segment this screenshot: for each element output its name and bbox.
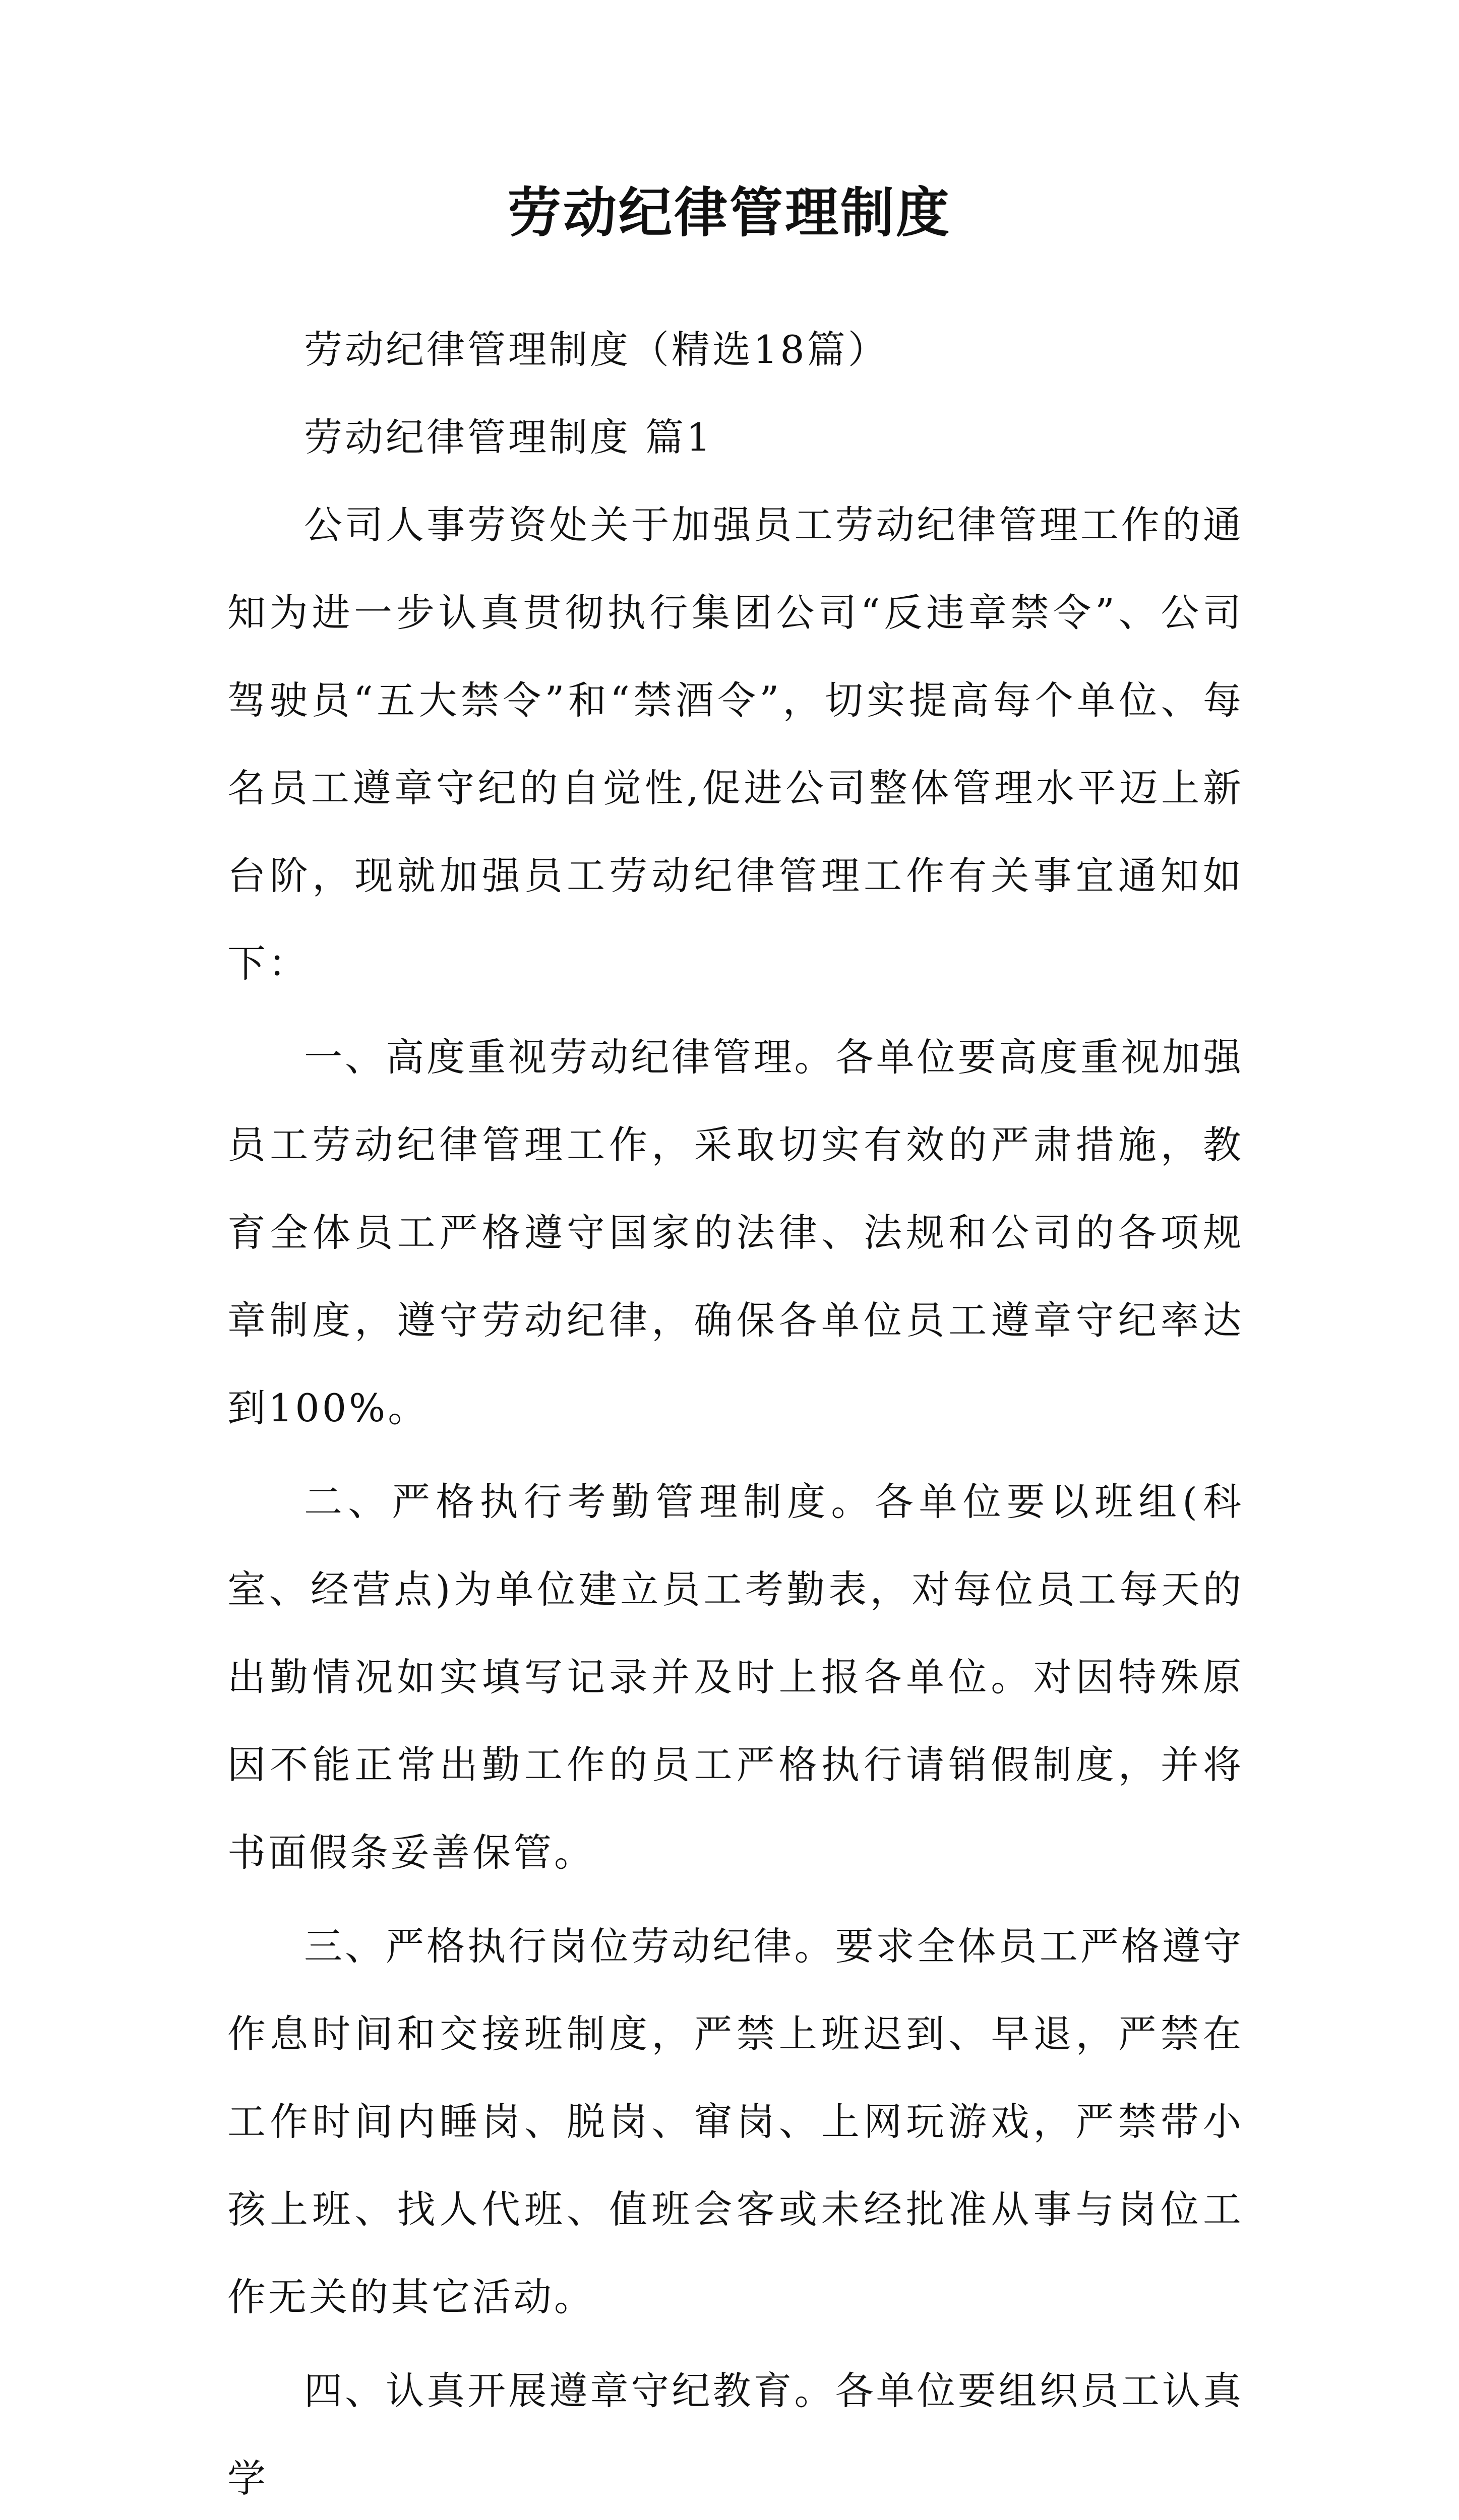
paragraph-item-1: 一、高度重视劳动纪律管理。各单位要高度重视加强员工劳动纪律管理工作，采取切实有效的严肃措施，教育全体员工严格遵守国家的法律、法规和公司的各项规章制度，遵守劳动纪律，确保各单位员工遵章守纪率达到100%。 <box>227 1035 1244 1430</box>
paragraph-notice-intro: 公司人事劳资处关于加强员工劳动纪律管理工作的通知为进一步认真贯彻执行集团公司“反违章禁令”、公司驾驶员“五大禁令”和“禁酒令”，切实提高每个单位、每名员工遵章守纪的自觉性,促进公司整体管理水平迈上新台阶，现就加强员工劳动纪律管理工作有关事宜通知如下： <box>227 502 1244 986</box>
document-title: 劳动纪律管理制度 <box>508 181 951 244</box>
paragraph-item-3: 三、严格执行岗位劳动纪律。要求全体员工严格遵守作息时间和交接班制度，严禁上班迟到、早退，严禁在工作时间内睡岗、脱岗、窜岗、上网玩游戏，严禁带小孩上班、找人代班、值班会客或未经批准从事与岗位工作无关的其它活动。 <box>227 1924 1244 2319</box>
paragraph-item-4: 四、认真开展遵章守纪教育。各单位要组织员工认真学 <box>227 2368 1244 2501</box>
paragraph-item-2: 二、严格执行考勤管理制度。各单位要以班组(科室、经营点)为单位建立员工考勤表，对每位员工每天的出勤情况如实填写记录并及时上报各单位。对因特殊原因不能正常出勤工作的员工严格执行请销假制度，并将书面假条妥善保管。 <box>227 1479 1244 1875</box>
document-body <box>227 306 1244 2520</box>
section-heading: 劳动纪律管理制度 篇1 <box>304 415 713 460</box>
collection-heading: 劳动纪律管理制度（精选18篇） <box>304 327 889 372</box>
